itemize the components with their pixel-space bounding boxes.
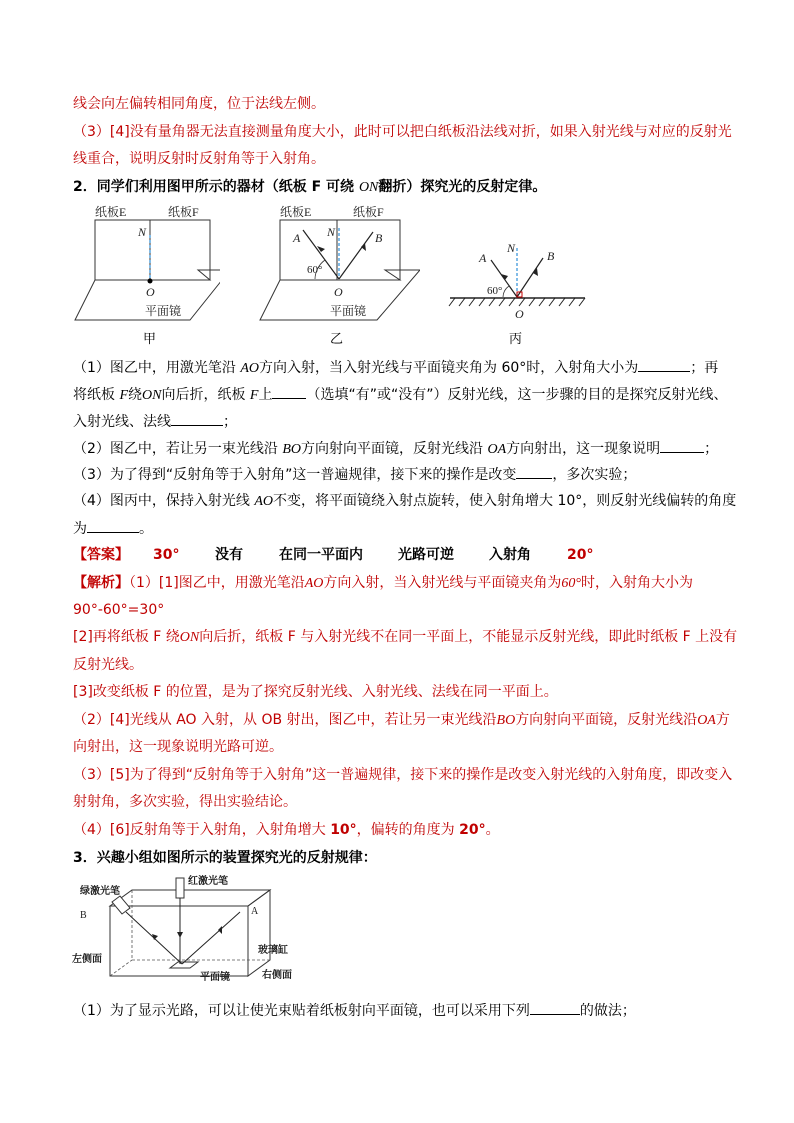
answer-4: 光路可逆 <box>398 547 454 563</box>
q3-sub1: （1）为了显示光路，可以让使光束贴着纸板射向平面镜，也可以采用下列 的做法； <box>73 1000 636 1021</box>
bing-angle-label: 60° <box>487 285 503 297</box>
analysis-5-line1: （3）[5]为了得到“反射角等于入射角”这一普遍规律，接下来的操作是改变入射光线的入射角度，即改变入 <box>73 767 733 783</box>
analysis-6: （4）[6]反射角等于入射角，入射角增大 10°，偏转的角度为 20°。 <box>73 822 500 838</box>
yi-board-f-label: 纸板F <box>353 205 384 219</box>
yi-ray-b-label: B <box>375 231 383 245</box>
answer-tag: 【答案】 <box>73 547 129 563</box>
q2-sub3: （3）为了得到“反射角等于入射角”这一普遍规律，接下来的操作是改变 ，多次实验； <box>73 464 636 485</box>
yi-angle-label: 60° <box>307 264 323 276</box>
q2-answer-line <box>73 545 179 565</box>
q2-blank-3[interactable] <box>171 411 223 426</box>
q2-stem: 2．同学们利用图甲所示的器材（纸板 F 可绕 ON翻折）探究光的反射定律。 <box>73 179 547 195</box>
analysis-1: 【解析】（1）[1]图乙中，用激光笔沿AO方向入射，当入射光线与平面镜夹角为60°时，入射角大小为 <box>73 575 694 591</box>
yi-board-e-label: 纸板E <box>280 205 312 219</box>
jia-point-label: O <box>146 285 155 299</box>
q2-blank-2[interactable] <box>272 384 306 399</box>
q2-sub4-line1: （4）图丙中，保持入射光线 AO不变，将平面镜绕入射点旋转，使入射角增大 10°，则反射光线偏转的角度 <box>73 493 737 509</box>
bing-point-label: O <box>515 307 524 321</box>
prev-analysis-line-3: 线重合，说明反射时反射角等于入射角。 <box>73 151 325 167</box>
q2-sub1-line3: 入射光线、法线 ； <box>73 411 237 432</box>
figure-bing-caption: 丙 <box>509 331 523 346</box>
q2-sub2: （2）图乙中，若让另一束光线沿 BO方向射向平面镜，反射光线沿 OA方向射出，这一现象说明 ； <box>73 438 718 460</box>
prev-analysis-line-1: 线会向左偏转相同角度，位于法线左侧。 <box>73 96 325 112</box>
q3-mirror-label: 平面镜 <box>200 972 230 983</box>
analysis-2-line1: [2]再将纸板 F 绕ON向后折，纸板 F 与入射光线不在同一平面上，不能显示反射光线，即此时纸板 F 上没有 <box>73 629 738 645</box>
q3-a-label: A <box>251 906 259 917</box>
jia-board-f-label: 纸板F <box>168 205 199 219</box>
analysis-4-line1: （2）[4]光线从 AO 入射，从 OB 射出，图乙中，若让另一束光线沿BO方向射向平面镜，反射光线沿OA方 <box>73 712 730 728</box>
yi-point-label: O <box>334 285 343 299</box>
q2-blank-5[interactable] <box>516 464 552 479</box>
q2-sub4-line2: 为 。 <box>73 518 153 539</box>
yi-ray-a-label: A <box>293 231 301 245</box>
bing-normal-label: N <box>507 241 516 255</box>
figure-yi <box>255 200 420 330</box>
figure-yi-caption: 乙 <box>330 331 344 346</box>
q2-sub1-line2: 将纸板 F绕ON向后折，纸板 F上 （选填“有”或“没有”）反射光线，这一步骤的目的是探究反射光线、 <box>73 384 728 406</box>
q2-blank-4[interactable] <box>660 438 704 453</box>
answer-5: 入射角 <box>489 547 531 563</box>
answer-1: 30° <box>153 547 180 563</box>
prev-analysis-line-2: （3）[4]没有量角器无法直接测量角度大小，此时可以把白纸板沿法线对折，如果入射光线与对应的反射光 <box>73 124 732 140</box>
analysis-2-line2: 反射光线。 <box>73 657 143 673</box>
q2-blank-6[interactable] <box>87 518 139 533</box>
bing-ray-b-label: B <box>547 249 555 263</box>
analysis-4-line2: 向射出，这一现象说明光路可逆。 <box>73 739 283 755</box>
q3-left-face-label: 左侧面 <box>72 954 102 965</box>
jia-mirror-label: 平面镜 <box>145 304 182 318</box>
yi-mirror-label: 平面镜 <box>330 304 367 318</box>
analysis-1-calc: 90°-60°=30° <box>73 602 165 618</box>
q2-sub1-line1: （1）图乙中，用激光笔沿 AO方向入射，当入射光线与平面镜夹角为 60°时，入射角大小为 ；再 <box>73 357 718 379</box>
q3-red-pen-label: 红激光笔 <box>188 876 228 887</box>
q2-blank-1[interactable] <box>638 357 690 372</box>
bing-ray-a-label: A <box>479 251 487 265</box>
figure-q3 <box>70 872 310 992</box>
q3-stem: 3．兴趣小组如图所示的装置探究光的反射规律： <box>73 850 377 866</box>
q3-b-label: B <box>80 910 87 921</box>
jia-board-e-label: 纸板E <box>95 205 127 219</box>
q3-green-pen-label: 绿激光笔 <box>80 886 120 897</box>
figure-jia <box>70 200 220 330</box>
answer-6: 20° <box>567 547 594 563</box>
analysis-3: [3]改变纸板 F 的位置，是为了探究反射光线、入射光线、法线在同一平面上。 <box>73 684 558 700</box>
figure-bing <box>445 230 595 325</box>
jia-normal-label: N <box>138 225 147 239</box>
q3-right-face-label: 右侧面 <box>262 970 292 981</box>
q3-tank-label: 玻璃缸 <box>258 945 288 956</box>
answer-2: 没有 <box>215 547 243 563</box>
figure-jia-caption: 甲 <box>143 331 157 346</box>
yi-normal-label: N <box>327 225 336 239</box>
answer-3: 在同一平面内 <box>279 547 363 563</box>
analysis-5-line2: 射射角，多次实验，得出实验结论。 <box>73 794 297 810</box>
q3-blank-1[interactable] <box>530 1000 580 1015</box>
